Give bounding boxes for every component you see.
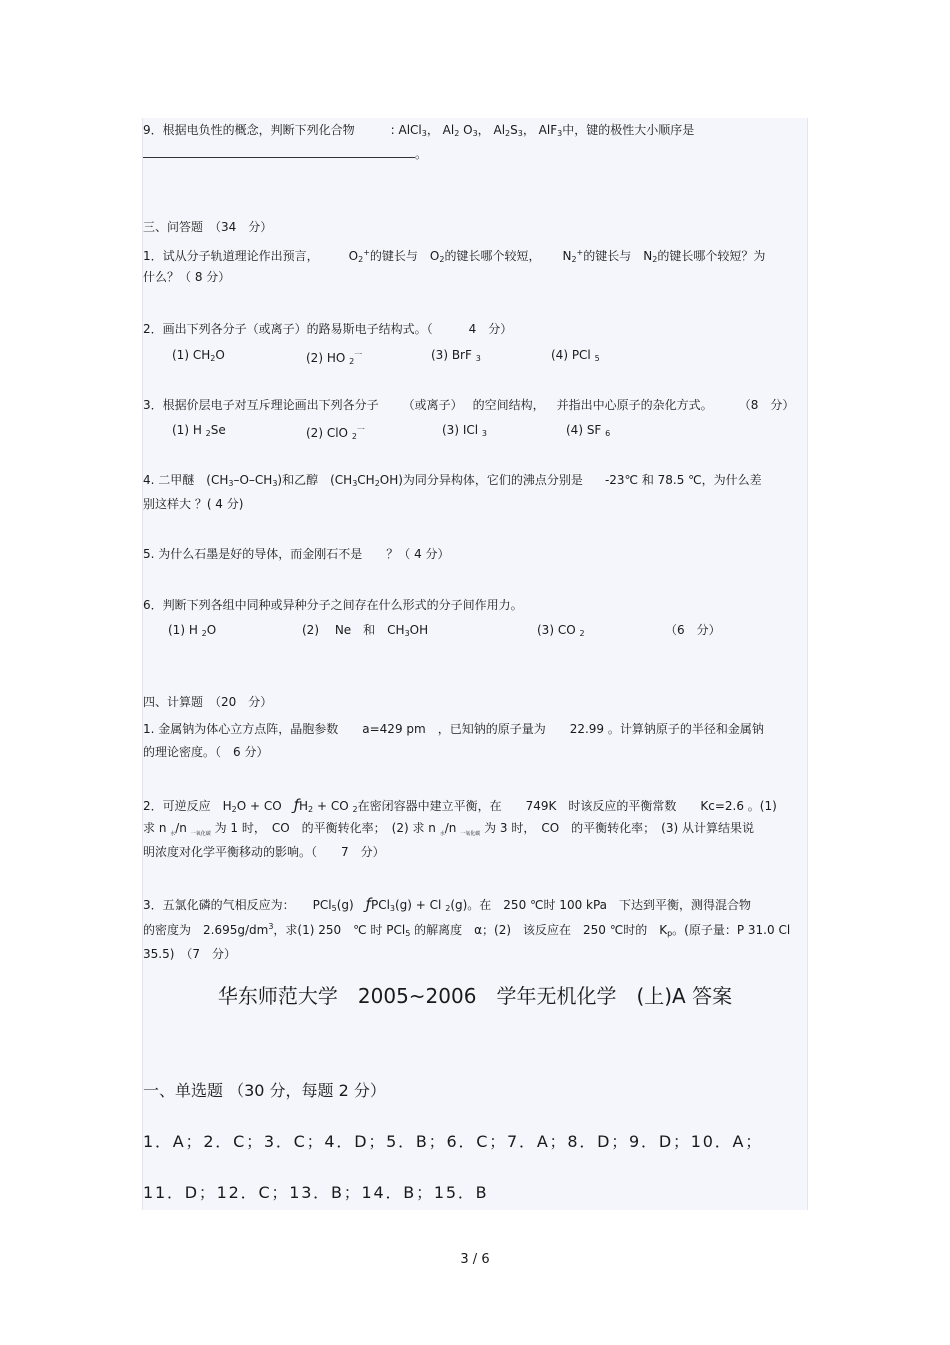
s3-q3-item2: (2) ClO $_2^一$: [306, 425, 365, 441]
s4-q2-line1: 2．可逆反应 $H_2O$ + CO $ƒH_2$ + CO $_2$在密闭容器中建立平衡，在 749K 时该反应的平衡常数 Kc=2.6 。(1): [143, 796, 777, 814]
section-4-title: 四、计算题 （20 分）: [143, 695, 273, 709]
s4-q3-line1: 3．五氯化磷的气相反应为： PCl$_5$(g) ƒPCl$_3$(g) + Cl $_2$(g)。在 250 ℃时 100 kPa 下达到平衡，测得混合物: [143, 895, 752, 913]
s3-q1-line1: 1．试从分子轨道理论作出预言， $O_2^+$的键长与 $O_2$的键长哪个较短， $N_2^+$的键长与 $N_2$的键长哪个较短？为: [143, 248, 766, 264]
s3-q4-line1: 4. 二甲醚 $(CH_3-O-CH_3)$和乙醇 $(CH_3CH_2OH)$为同分异构体，它们的沸点分别是 -23℃ 和 78.5 ℃，为什么差: [143, 473, 762, 488]
s3-q2-item1: (1) $CH_2O$: [172, 348, 225, 363]
s4-q1-line1: 1. 金属钠为体心立方点阵，晶胞参数 a=429 pm ，已知钠的原子量为 22.99 。计算钠原子的半径和金属钠: [143, 722, 764, 736]
s3-q1-line2: 什么？（ 8 分）: [143, 270, 231, 284]
page-panel: [142, 118, 808, 1210]
s4-q3-line3: 35.5) （7 分）: [143, 947, 237, 961]
s3-q3-line1: 3．根据价层电子对互斥理论画出下列各分子 （或离子） 的空间结构， 并指出中心原子的杂化方式。 （8 分）: [143, 398, 795, 412]
s3-q2-item3: (3) BrF $_3$: [431, 348, 481, 363]
answer-line-1: 1．A；2．C；3．C；4．D；5．B；6．C；7．A；8．D；9．D；10．A；: [143, 1132, 764, 1151]
s3-q2-item2: (2) HO $_2^一$: [306, 350, 363, 366]
section-3-title: 三、问答题 （34 分）: [143, 220, 273, 234]
s3-q6-points: （6 分）: [665, 623, 721, 637]
s3-q3-item1: (1) H $_2$Se: [172, 423, 226, 438]
s4-q2-line2: 求 n $_水$/n $_{一氧化碳}$ 为 1 时， CO 的平衡转化率； (2) 求 n $_水$/n $_{一氧化碳}$ 为 3 时， CO 的平衡转化率； (3) 从计算结果说: [143, 821, 754, 837]
s3-q3-item3: (3) ICl $_3$: [442, 423, 487, 438]
s3-q2-item4: (4) PCl $_5$: [551, 348, 600, 363]
s3-q4-line2: 别这样大 ？( 4 分): [143, 497, 244, 511]
s3-q6-item3: (3) CO $_2$: [537, 623, 585, 638]
s4-q2-line3: 明浓度对化学平衡移动的影响。（ 7 分）: [143, 845, 385, 859]
answer-section-1: 一、单选题 （30 分，每题 2 分）: [143, 1081, 386, 1100]
s4-q1-line2: 的理论密度。（ 6 分）: [143, 745, 269, 759]
answer-title: 华东师范大学 2005~2006 学年无机化学 (上)A 答案: [217, 984, 733, 1008]
s4-q3-line2: 的密度为 $2.695g/dm^3$，求(1) 250 ℃ 时 PCl$_5$ 的解离度 α；(2) 该反应在 250 ℃时的 $K_p$。(原子量：P 31.0 Cl: [143, 922, 791, 938]
s3-q6-line1: 6．判断下列各组中同种或异种分子之间存在什么形式的分子间作用力。: [143, 598, 523, 612]
s3-q5: 5. 为什么石墨是好的导体，而金刚石不是 ？（ 4 分）: [143, 547, 450, 561]
question-9: 9．根据电负性的概念，判断下列化合物 : AlCl$_3$， $Al_2$ $O_3$， $Al_2S_3$， AlF$_3$中，键的极性大小顺序是: [143, 123, 695, 138]
answer-line-2: 11．D；12．C；13．B；14．B；15．B: [143, 1183, 489, 1202]
page-number: 3 / 6: [460, 1252, 490, 1267]
s3-q3-item4: (4) SF $_6$: [566, 423, 611, 438]
s3-q2-line1: 2．画出下列各分子（或离子）的路易斯电子结构式。（ 4 分）: [143, 322, 513, 336]
answer-blank: [143, 147, 415, 158]
question-9-blank: 。: [143, 146, 427, 162]
s3-q6-item2: (2) Ne 和 $CH_3OH$: [302, 623, 429, 638]
s3-q6-item1: (1) H $_2$O: [168, 623, 217, 638]
